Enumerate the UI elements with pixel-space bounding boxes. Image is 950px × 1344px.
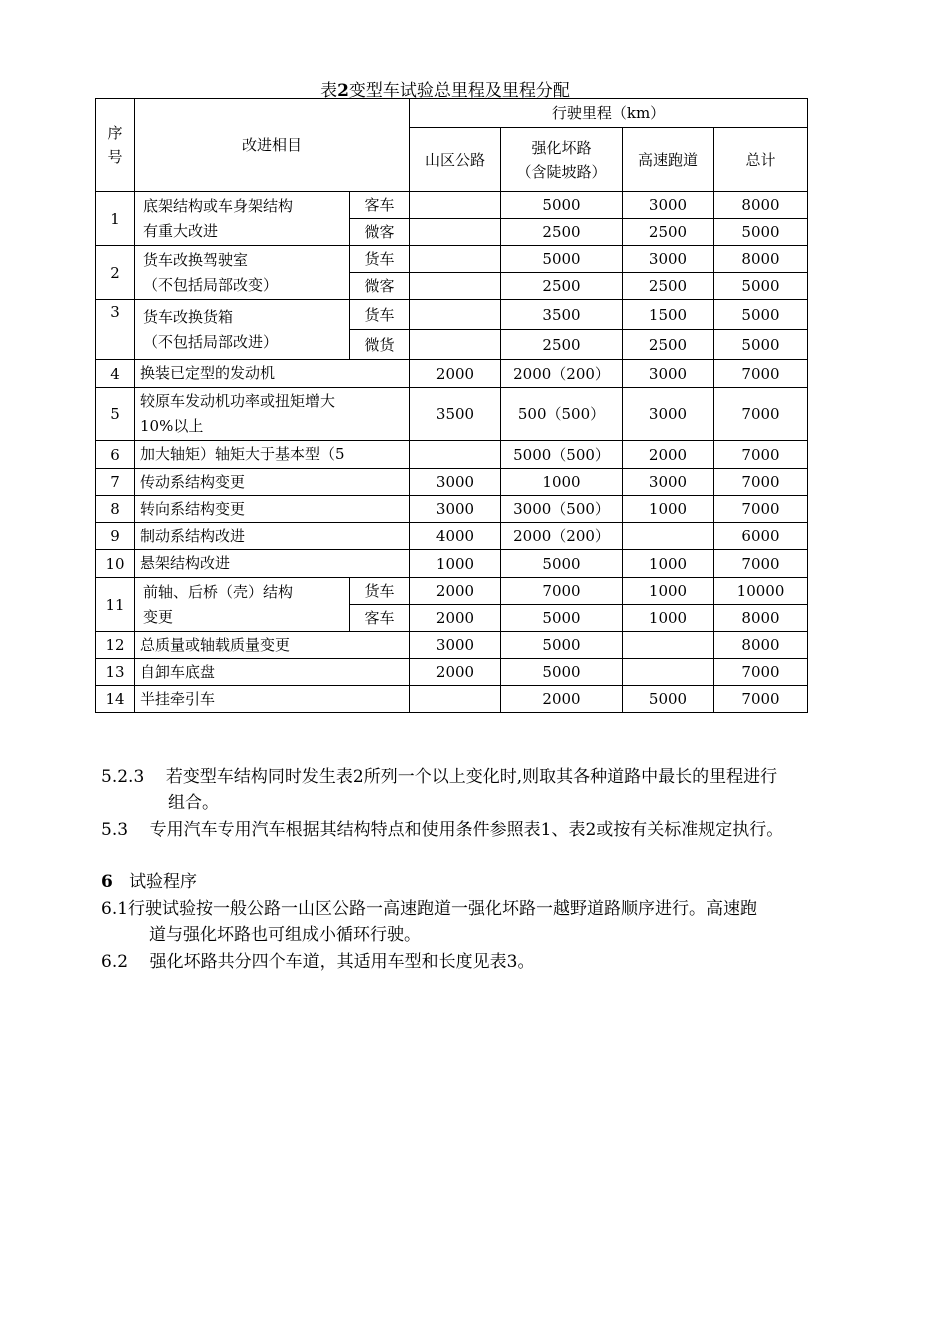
- cell-total: 7000: [714, 659, 808, 686]
- para-6-1-line2: 道与强化坏路也可组成小循环行驶。: [149, 925, 421, 945]
- cell-mountain: [410, 192, 501, 219]
- cell-reinforced: 5000: [501, 659, 623, 686]
- cell-total: 8000: [714, 632, 808, 659]
- cell-highspeed: 5000: [623, 686, 714, 713]
- mileage-table: [95, 98, 808, 713]
- cell-highspeed: 1500: [623, 300, 714, 330]
- table-row: [96, 496, 808, 523]
- row-vehicle-type: 客车: [350, 605, 410, 632]
- cell-highspeed: 2500: [623, 330, 714, 360]
- row-number: 3: [96, 300, 135, 360]
- para-6-2: 6.2 强化坏路共分四个车道，其适用车型和长度见表3。: [101, 952, 535, 972]
- table-row: [96, 300, 808, 330]
- cell-reinforced: 2000（200）: [501, 360, 623, 388]
- cell-highspeed: 3000: [623, 192, 714, 219]
- cell-total: 10000: [714, 578, 808, 605]
- para-5-2-3-line2: 组合。: [168, 793, 219, 813]
- cell-mountain: 3000: [410, 632, 501, 659]
- cell-highspeed: 1000: [623, 578, 714, 605]
- row-item: 悬架结构改进: [135, 550, 410, 578]
- cell-reinforced: 2500: [501, 219, 623, 246]
- cell-total: 5000: [714, 300, 808, 330]
- cell-reinforced: 2000: [501, 686, 623, 713]
- cell-total: 6000: [714, 523, 808, 550]
- row-number: 14: [96, 686, 135, 713]
- table-row: [96, 686, 808, 713]
- cell-highspeed: 2000: [623, 441, 714, 469]
- table-row: [96, 578, 808, 605]
- cell-highspeed: 2500: [623, 219, 714, 246]
- cell-reinforced: 2500: [501, 273, 623, 300]
- row-item: 前轴、后桥（壳）结构 变更: [135, 578, 350, 632]
- row-number: 6: [96, 441, 135, 469]
- header-total: 总计: [714, 128, 808, 192]
- cell-reinforced: 3000（500）: [501, 496, 623, 523]
- row-item: 转向系结构变更: [135, 496, 410, 523]
- cell-mountain: [410, 246, 501, 273]
- cell-total: 7000: [714, 686, 808, 713]
- cell-total: 5000: [714, 273, 808, 300]
- para-6-1-line1: 6.1行驶试验按一般公路一山区公路一高速跑道一强化坏路一越野道路顺序进行。高速跑: [101, 899, 758, 919]
- cell-mountain: 2000: [410, 659, 501, 686]
- cell-mountain: 4000: [410, 523, 501, 550]
- cell-total: 7000: [714, 360, 808, 388]
- row-vehicle-type: 微客: [350, 219, 410, 246]
- cell-mountain: [410, 300, 501, 330]
- cell-highspeed: 1000: [623, 605, 714, 632]
- row-item: 底架结构或车身架结构 有重大改进: [135, 192, 350, 246]
- row-item: 较原车发动机功率或扭矩增大 10%以上: [135, 388, 410, 441]
- cell-total: 5000: [714, 330, 808, 360]
- table-row: [96, 360, 808, 388]
- table-row: [96, 550, 808, 578]
- row-number: 4: [96, 360, 135, 388]
- row-vehicle-type: 货车: [350, 246, 410, 273]
- row-item: 总质量或轴载质量变更: [135, 632, 410, 659]
- para-5-2-3-line1: 5.2.3 若变型车结构同时发生表2所列一个以上变化时,则取其各种道路中最长的里程进行: [101, 767, 778, 787]
- cell-highspeed: 3000: [623, 388, 714, 441]
- cell-highspeed: 1000: [623, 496, 714, 523]
- row-number: 2: [96, 246, 135, 300]
- cell-reinforced: 5000: [501, 550, 623, 578]
- cell-reinforced: 5000: [501, 605, 623, 632]
- row-vehicle-type: 微货: [350, 330, 410, 360]
- row-vehicle-type: 客车: [350, 192, 410, 219]
- row-item: 换装已定型的发动机: [135, 360, 410, 388]
- table-row: [96, 246, 808, 273]
- header-reinforced: 强化坏路 （含陡坡路）: [501, 128, 623, 192]
- cell-reinforced: 3500: [501, 300, 623, 330]
- row-vehicle-type: 微客: [350, 273, 410, 300]
- row-item: 传动系结构变更: [135, 469, 410, 496]
- cell-reinforced: 1000: [501, 469, 623, 496]
- cell-mountain: 1000: [410, 550, 501, 578]
- cell-mountain: 3000: [410, 496, 501, 523]
- table-row: [96, 659, 808, 686]
- cell-mountain: 2000: [410, 360, 501, 388]
- cell-total: 8000: [714, 192, 808, 219]
- cell-mountain: [410, 273, 501, 300]
- row-vehicle-type: 货车: [350, 578, 410, 605]
- cell-mountain: 2000: [410, 605, 501, 632]
- cell-highspeed: [623, 632, 714, 659]
- cell-total: 5000: [714, 219, 808, 246]
- row-number: 13: [96, 659, 135, 686]
- cell-highspeed: 3000: [623, 246, 714, 273]
- table-row: [96, 632, 808, 659]
- cell-total: 7000: [714, 496, 808, 523]
- section-6-heading: 6 试验程序: [101, 872, 198, 892]
- row-number: 1: [96, 192, 135, 246]
- cell-reinforced: 2500: [501, 330, 623, 360]
- cell-highspeed: 1000: [623, 550, 714, 578]
- cell-reinforced: 7000: [501, 578, 623, 605]
- cell-reinforced: 2000（200）: [501, 523, 623, 550]
- cell-mountain: [410, 686, 501, 713]
- cell-total: 8000: [714, 605, 808, 632]
- row-number: 10: [96, 550, 135, 578]
- cell-total: 7000: [714, 388, 808, 441]
- header-highspeed: 高速跑道: [623, 128, 714, 192]
- cell-reinforced: 5000: [501, 632, 623, 659]
- cell-highspeed: 3000: [623, 360, 714, 388]
- row-number: 5: [96, 388, 135, 441]
- table-row: [96, 192, 808, 219]
- table-row: [96, 441, 808, 469]
- header-mountain: 山区公路: [410, 128, 501, 192]
- cell-mountain: [410, 219, 501, 246]
- row-number: 12: [96, 632, 135, 659]
- cell-highspeed: 3000: [623, 469, 714, 496]
- cell-reinforced: 500（500）: [501, 388, 623, 441]
- table-row: [96, 469, 808, 496]
- row-vehicle-type: 货车: [350, 300, 410, 330]
- table-row: [96, 388, 808, 441]
- row-number: 8: [96, 496, 135, 523]
- cell-highspeed: [623, 523, 714, 550]
- table-title: 表2变型车试验总里程及里程分配: [320, 81, 570, 101]
- table-row: [96, 523, 808, 550]
- header-mileage: 行驶里程（km）: [410, 99, 808, 128]
- row-item: 货车改换驾驶室 （不包括局部改变）: [135, 246, 350, 300]
- header-seq: 序 号: [96, 99, 135, 192]
- row-number: 7: [96, 469, 135, 496]
- row-item: 货车改换货箱 （不包括局部改进）: [135, 300, 350, 360]
- cell-mountain: [410, 441, 501, 469]
- cell-total: 7000: [714, 441, 808, 469]
- cell-reinforced: 5000（500）: [501, 441, 623, 469]
- cell-mountain: 3500: [410, 388, 501, 441]
- row-item: 自卸车底盘: [135, 659, 410, 686]
- cell-highspeed: [623, 659, 714, 686]
- para-5-3: 5.3 专用汽车专用汽车根据其结构特点和使用条件参照表1、表2或按有关标准规定执行。: [101, 820, 784, 840]
- header-item: 改进相目: [135, 99, 410, 192]
- cell-mountain: 2000: [410, 578, 501, 605]
- row-number: 9: [96, 523, 135, 550]
- cell-total: 7000: [714, 550, 808, 578]
- cell-mountain: 3000: [410, 469, 501, 496]
- row-item: 加大轴矩）轴矩大于基本型（5: [135, 441, 410, 469]
- cell-total: 8000: [714, 246, 808, 273]
- row-item: 制动系结构改进: [135, 523, 410, 550]
- row-number: 11: [96, 578, 135, 632]
- cell-reinforced: 5000: [501, 246, 623, 273]
- cell-mountain: [410, 330, 501, 360]
- cell-total: 7000: [714, 469, 808, 496]
- cell-highspeed: 2500: [623, 273, 714, 300]
- cell-reinforced: 5000: [501, 192, 623, 219]
- row-item: 半挂牵引车: [135, 686, 410, 713]
